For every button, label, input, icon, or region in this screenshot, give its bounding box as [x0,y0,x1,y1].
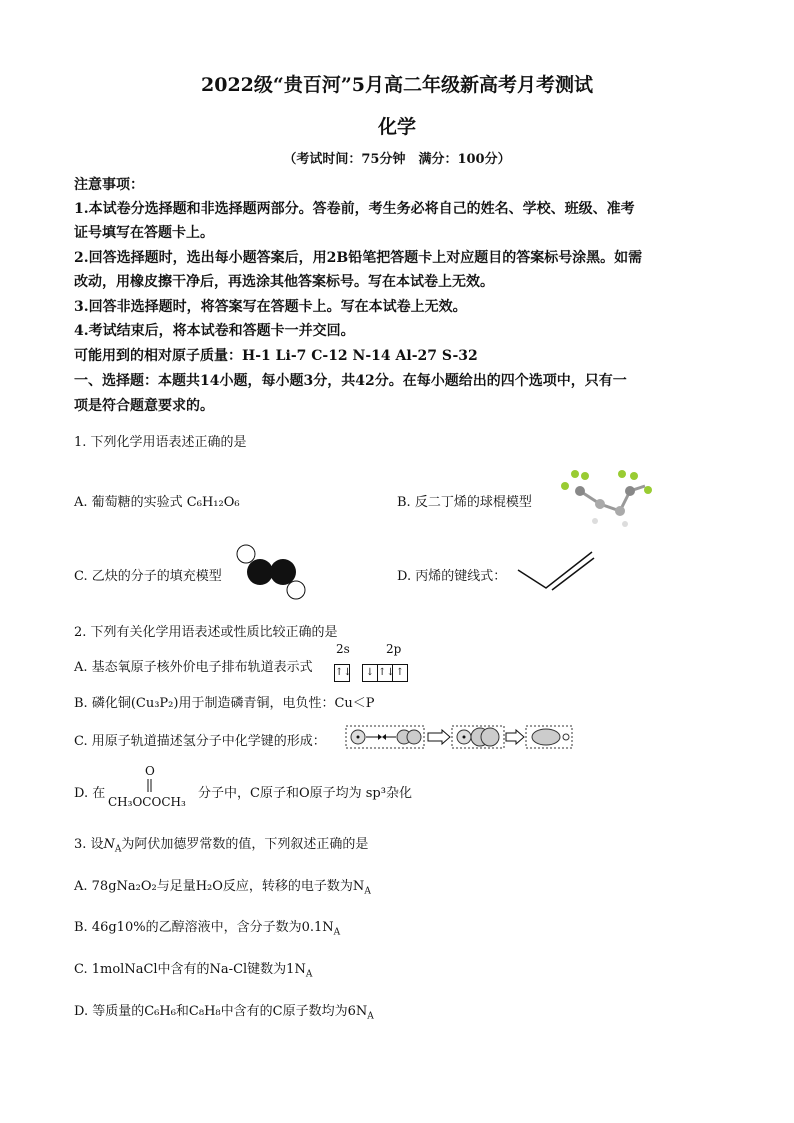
space-filling-model-icon [232,544,312,604]
q3-stem-na: N [103,837,115,852]
orbital-2p-label: 2p [386,642,402,656]
note-4: 4.考试结束后，将本试卷和答题卡一并交回。 [74,323,355,339]
q1-option-c: C. 乙炔的分子的填充模型 [74,569,222,584]
atomic-mass: 可能用到的相对原子质量：H-1 Li-7 C-12 N-14 Al-27 S-32 [74,348,478,364]
na-subscript: A [364,886,371,897]
ball-stick-model-icon [550,466,660,530]
notes-heading: 注意事项： [74,177,144,193]
q2-option-c: C. 用原子轨道描述氢分子中化学键的形成： [74,734,326,749]
q1-option-b: B. 反二丁烯的球棍模型 [397,495,532,510]
q1-option-a-text: A. 葡萄糖的实验式 [74,495,183,510]
orbital-box: ↑ [393,664,408,682]
orbital-overlap-diagram-icon [344,724,576,752]
double-bond-icon [145,779,155,793]
section-1-line1: 一、选择题：本题共14小题，每小题3分，共42分。在每小题给出的四个选项中，只有一 [74,373,627,389]
orbital-box: ↑↓ [334,664,350,682]
orbital-2s-box [334,662,350,682]
ester-formula: CH₃OCOCH₃ [108,795,186,809]
q1-option-a-formula: C₆H₁₂O₆ [186,495,240,510]
q3-option-a [74,875,371,897]
time-info: （考试时间：75分钟 满分：100分） [283,152,511,167]
q1-stem: 1. 下列化学用语表述正确的是 [74,435,247,450]
q2-option-d-suffix: 分子中，C原子和O原子均为 sp³杂化 [198,786,412,801]
q3-stem-post: 为阿伏加德罗常数的值，下列叙述正确的是 [121,837,369,852]
subject-title: 化学 [377,116,416,138]
q2-stem: 2. 下列有关化学用语表述或性质比较正确的是 [74,625,338,640]
na-subscript: A [305,969,313,980]
section-1-line2: 项是符合题意要求的。 [74,398,214,414]
q3-stem-pre: 3. 设 [74,837,104,852]
orbital-box: ↓ [362,664,378,682]
q2-option-b: B. 磷化铜(Cu₃P₂)用于制造磷青铜，电负性：Cu＜P [74,696,375,711]
note-1a: 1.本试卷分选择题和非选择题两部分。答卷前，考生务必将自己的姓名、学校、班级、准考 [74,201,635,217]
note-2b: 改动，用橡皮擦干净后，再选涂其他答案标号。写在本试卷上无效。 [74,274,494,290]
q3-stem-sub: A [114,844,122,855]
ester-carbonyl-o: O [145,764,155,778]
q2-option-a: A. 基态氧原子核外价电子排布轨道表示式 [74,660,313,675]
q1-option-d: D. 丙烯的键线式： [397,569,507,584]
note-3: 3.回答非选择题时，将答案写在答题卡上。写在本试卷上无效。 [74,299,467,315]
q1-option-a [74,491,240,510]
orbital-2p-boxes [362,662,408,682]
bond-line-propene-icon [514,548,598,592]
q3-stem [74,833,368,855]
q3-option-d-text: D. 等质量的C₆H₆和C₈H₈中含有的C原子数均为6N [74,1004,368,1019]
q2-option-d-prefix: D. 在 [74,786,106,801]
q3-option-c [74,958,312,980]
na-subscript: A [367,1011,374,1022]
q3-option-d [74,1000,374,1022]
q3-option-b [74,916,340,938]
q3-option-b-text: B. 46g10%的乙醇溶液中，含分子数为0.1N [74,920,334,935]
q3-option-a-text: A. 78gNa₂O₂与足量H₂O反应，转移的电子数为N [74,879,365,894]
orbital-box: ↑↓ [378,664,393,682]
exam-title: 2022级“贵百河”5月高二年级新高考月考测试 [201,74,593,96]
orbital-2s-label: 2s [336,642,350,656]
note-1b: 证号填写在答题卡上。 [74,225,214,241]
na-subscript: A [333,927,341,938]
q3-option-c-text: C. 1molNaCl中含有的Na-Cl键数为1N [74,962,306,977]
note-2a: 2.回答选择题时，选出每小题答案后，用2B铅笔把答题卡上对应题目的答案标号涂黑。如需 [74,250,643,266]
